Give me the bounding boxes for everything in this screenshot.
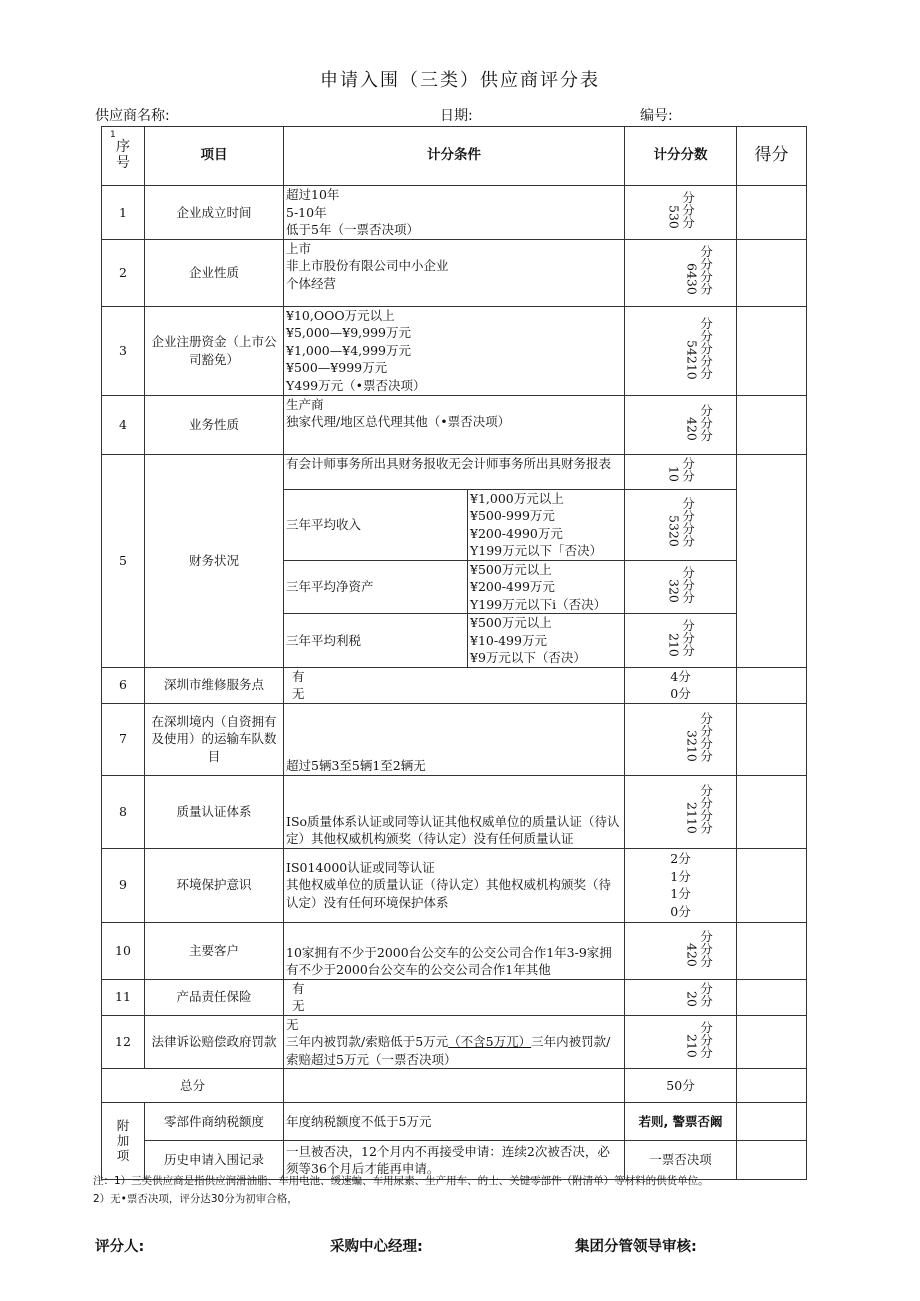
appendix-item: 零部件商纳税额度 (145, 1103, 284, 1141)
row-criteria: ¥10,OOO万元以上 ¥5,000—¥9,999万元 ¥1,000—¥4,999万元 ¥500—¥999万元 Y499万元（•票否决项） (284, 306, 625, 395)
table-row (102, 395, 807, 454)
row-points: 4分 0分 (625, 667, 737, 703)
row-criteria: 上市 非上市股份有限公司中小企业 个体经营 (284, 239, 625, 306)
row-seq: 12 (102, 1015, 145, 1069)
score-cell[interactable] (737, 775, 807, 848)
row-seq: 7 (102, 703, 145, 775)
header-item: 项目 (145, 127, 284, 186)
row-criteria: 超过5辆3至5辆1至2辆无 (284, 703, 625, 775)
row-points: 6430分分分分 (625, 239, 737, 306)
table-row (102, 979, 807, 1015)
manager-signature-label: 采购中心经理: (330, 1239, 423, 1255)
row-criteria: 有 无 (284, 667, 625, 703)
row-criteria: 10家拥有不少于2000台公交车的公交公司合作1年3-9家拥有不少于2000台公交车的公交公司合作1年其他 (284, 922, 625, 979)
score-cell[interactable] (737, 306, 807, 395)
tax-criteria: ¥500万元以上 ¥10-499万元 ¥9万元以下（否决） (468, 614, 625, 668)
assets-label: 三年平均净资产 (284, 560, 468, 614)
score-cell[interactable] (737, 1141, 807, 1180)
table-row (102, 775, 807, 848)
row-points: 420分分分 (625, 395, 737, 454)
total-points: 50分 (625, 1069, 737, 1103)
supplier-name-label: 供应商名称: (95, 108, 170, 124)
appendix-item: 历史申请入围记录 (145, 1141, 284, 1180)
row-item: 业务性质 (145, 395, 284, 454)
audit-points: 10分分 (625, 454, 737, 489)
header-tick: 1 (110, 130, 116, 140)
scorer-signature-label: 评分人: (95, 1239, 145, 1255)
table-row (102, 848, 807, 922)
score-cell[interactable] (737, 922, 807, 979)
table-row (102, 186, 807, 240)
row-item: 深圳市维修服务点 (145, 667, 284, 703)
row-seq: 6 (102, 667, 145, 703)
score-cell[interactable] (737, 667, 807, 703)
table-row (102, 239, 807, 306)
total-row (102, 1069, 807, 1103)
leader-signature-label: 集团分管领导审核: (575, 1239, 697, 1255)
page-title: 申请入围（三类）供应商评分表 (320, 70, 600, 91)
row-seq: 8 (102, 775, 145, 848)
row-points: 2110分分分分 (625, 775, 737, 848)
total-label: 总分 (102, 1069, 284, 1103)
row-criteria: 生产商 独家代理/地区总代理其他（•票否决项） (284, 395, 625, 454)
income-criteria: ¥1,000万元以上 ¥500-999万元 ¥200-4990万元 Y199万元以下「否决） (468, 489, 625, 560)
appendix-points: 若则, 警票否阚 (625, 1103, 737, 1141)
row-criteria: ISo质量体系认证或同等认证其他权威单位的质量认证（待认定）其他权威机构颁奖（待认定）没有任何质量认证 (284, 775, 625, 848)
row-seq: 4 (102, 395, 145, 454)
row-criteria: 有 无 (284, 979, 625, 1015)
row-points: 530分分分 (625, 186, 737, 240)
score-cell[interactable] (737, 703, 807, 775)
row-seq: 9 (102, 848, 145, 922)
table-row (102, 667, 807, 703)
row-criteria: 超过10年 5-10年 低于5年（一票否决项） (284, 186, 625, 240)
footnote-2: 2）无•票否决项，评分达30分为初审合格， (93, 1193, 298, 1205)
assets-points: 320分分分 (625, 560, 737, 614)
table-row (102, 306, 807, 395)
score-cell[interactable] (737, 454, 807, 667)
score-cell[interactable] (737, 979, 807, 1015)
row-item: 企业注册资金（上市公司豁免） (145, 306, 284, 395)
row-item: 质量认证体系 (145, 775, 284, 848)
income-label: 三年平均收入 (284, 489, 468, 560)
tax-points: 210分分分 (625, 614, 737, 668)
header-criteria: 计分条件 (284, 127, 625, 186)
total-score-cell[interactable] (737, 1069, 807, 1103)
assets-criteria: ¥500万元以上 ¥200-499万元 Y199万元以下i（否决） (468, 560, 625, 614)
row-seq: 1 (102, 186, 145, 240)
score-cell[interactable] (737, 848, 807, 922)
row-seq: 11 (102, 979, 145, 1015)
row-item: 产品责任保险 (145, 979, 284, 1015)
row-item: 在深圳境内（自资拥有及使用）的运输车队数目 (145, 703, 284, 775)
row-points: 3210分分分分 (625, 703, 737, 775)
income-points: 5320分分分分 (625, 489, 737, 560)
row-points: 420分分分 (625, 922, 737, 979)
appendix-criteria: 年度纳税额度不低于5万元 (284, 1103, 625, 1141)
appendix-row (102, 1103, 807, 1141)
row-points: 2分 1分 1分 0分 (625, 848, 737, 922)
footnotes (93, 1172, 709, 1208)
row-item: 企业成立时间 (145, 186, 284, 240)
table-row (102, 1015, 807, 1069)
appendix-criteria: 一旦被否决，12个月内不再接受申请：连续2次被否决，必须等36个月后才能再申请。 (284, 1141, 625, 1180)
row-points: 54210分分分分分 (625, 306, 737, 395)
header-score: 得分 (737, 127, 807, 186)
score-cell[interactable] (737, 1103, 807, 1141)
audit-criteria: 有会计师事务所出具财务报收无会计师事务所出具财务报表 (284, 454, 625, 489)
footnote-1: 注：1）三类供应商是指供应润滑油脂、车用电池、缓速蝙、车用尿素、生产用车、的士、关键零部件（附清单）等材料的供货单位。 (93, 1175, 709, 1187)
row-seq: 10 (102, 922, 145, 979)
table-row (102, 454, 807, 489)
row-points: 20分分 (625, 979, 737, 1015)
appendix-points: 一票否决项 (625, 1141, 737, 1180)
row-points: 210分分分 (625, 1015, 737, 1069)
row-criteria: 无 三年内被罚款/索赔低于5万元（不含5万兀）三年内被罚款/索赔超过5万元（一票否决项） (284, 1015, 625, 1069)
score-cell[interactable] (737, 239, 807, 306)
date-label: 日期: (440, 108, 473, 124)
score-table (101, 126, 807, 1180)
row-seq: 2 (102, 239, 145, 306)
row-item: 主要客户 (145, 922, 284, 979)
header-points: 计分分数 (625, 127, 737, 186)
table-row (102, 922, 807, 979)
table-row (102, 703, 807, 775)
row-item: 法律诉讼赔偿政府罚款 (145, 1015, 284, 1069)
row-item: 环境保护意识 (145, 848, 284, 922)
row-item: 财务状况 (145, 454, 284, 667)
row-item: 企业性质 (145, 239, 284, 306)
table-header-row (102, 127, 807, 186)
score-cell[interactable] (737, 186, 807, 240)
tax-label: 三年平均利税 (284, 614, 468, 668)
score-cell[interactable] (737, 1015, 807, 1069)
row-criteria: IS014000认证或同等认证 其他权威单位的质量认证（待认定）其他权威机构颁奖（待认定）没有任何环境保护体系 (284, 848, 625, 922)
header-seq: 1 序号 (102, 127, 145, 186)
row-seq: 5 (102, 454, 145, 667)
appendix-label: 附加项 (102, 1103, 145, 1180)
number-label: 编号: (640, 108, 673, 124)
row-seq: 3 (102, 306, 145, 395)
score-cell[interactable] (737, 395, 807, 454)
